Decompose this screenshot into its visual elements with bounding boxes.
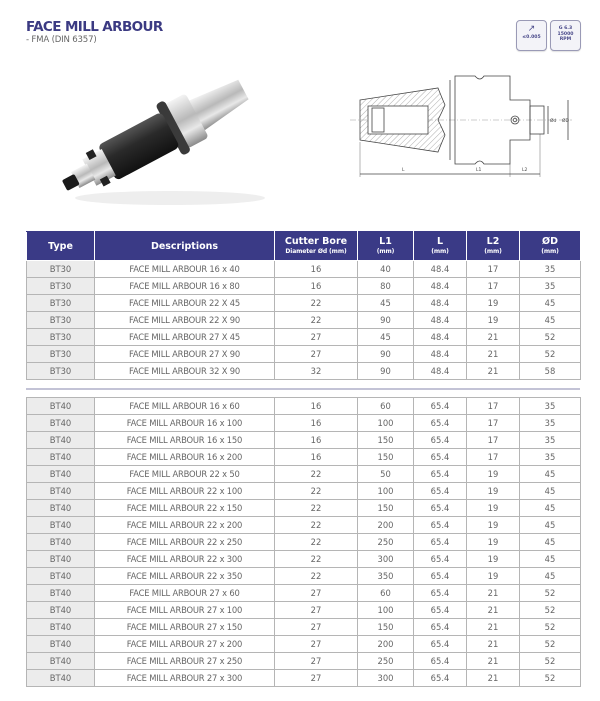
section-divider [26,388,580,390]
cell-l1: 200 [358,517,414,534]
cell-l: 48.4 [414,261,467,278]
cell-description: FACE MILL ARBOUR 16 x 60 [95,398,275,415]
col-header-od: ØD (mm) [520,232,581,261]
cell-l: 65.4 [414,500,467,517]
cell-l1: 90 [358,363,414,380]
cell-l1: 100 [358,602,414,619]
cell-description: FACE MILL ARBOUR 16 x 100 [95,415,275,432]
cell-description: FACE MILL ARBOUR 22 X 45 [95,295,275,312]
cell-l2: 17 [467,398,520,415]
cell-l2: 19 [467,483,520,500]
cell-description: FACE MILL ARBOUR 27 x 150 [95,619,275,636]
cell-type: BT40 [27,568,95,585]
cell-l: 65.4 [414,619,467,636]
cell-l1: 90 [358,346,414,363]
cell-type: BT30 [27,329,95,346]
cell-l2: 21 [467,670,520,687]
cell-description: FACE MILL ARBOUR 22 x 300 [95,551,275,568]
balance-badge [550,20,581,51]
cell-description: FACE MILL ARBOUR 27 x 250 [95,653,275,670]
table-row [27,329,581,346]
cell-l2: 17 [467,432,520,449]
drawing-label-L2: L2 [522,168,528,173]
table-row [27,466,581,483]
cell-description: FACE MILL ARBOUR 22 x 50 [95,466,275,483]
cell-l2: 21 [467,346,520,363]
cell-type: BT40 [27,517,95,534]
col-header-l1: L1 (mm) [358,232,414,261]
cell-description: FACE MILL ARBOUR 27 X 45 [95,329,275,346]
cell-type: BT40 [27,449,95,466]
cell-l1: 250 [358,534,414,551]
cell-cutter-bore: 27 [275,585,358,602]
drawing-label-d: Ød [550,119,557,124]
cell-l: 65.4 [414,432,467,449]
cell-description: FACE MILL ARBOUR 22 x 200 [95,517,275,534]
cell-l1: 150 [358,619,414,636]
table-row [27,449,581,466]
col-header-type: Type [27,232,95,261]
cell-cutter-bore: 27 [275,670,358,687]
cell-l1: 60 [358,585,414,602]
cell-l1: 150 [358,432,414,449]
cell-description: FACE MILL ARBOUR 27 x 300 [95,670,275,687]
cell-description: FACE MILL ARBOUR 16 x 80 [95,278,275,295]
cell-od: 45 [520,551,581,568]
cell-l: 48.4 [414,329,467,346]
cell-description: FACE MILL ARBOUR 22 x 350 [95,568,275,585]
cell-od: 35 [520,449,581,466]
table-row [27,534,581,551]
bt30-spec-table [26,231,581,380]
col-header-l: L (mm) [414,232,467,261]
cell-description: FACE MILL ARBOUR 16 x 40 [95,261,275,278]
cell-cutter-bore: 27 [275,636,358,653]
cell-l: 48.4 [414,346,467,363]
table-row [27,670,581,687]
cell-type: BT40 [27,653,95,670]
cell-l: 65.4 [414,568,467,585]
table-header-row [27,232,581,261]
cell-od: 45 [520,295,581,312]
cell-l2: 21 [467,602,520,619]
cell-l2: 21 [467,653,520,670]
drawing-label-L1: L1 [476,168,482,173]
cell-l: 48.4 [414,295,467,312]
cell-l1: 40 [358,261,414,278]
table-row [27,636,581,653]
cell-l2: 17 [467,261,520,278]
table-row [27,483,581,500]
cell-cutter-bore: 16 [275,432,358,449]
cell-description: FACE MILL ARBOUR 16 x 200 [95,449,275,466]
cell-cutter-bore: 22 [275,500,358,517]
cell-od: 45 [520,517,581,534]
cell-type: BT30 [27,295,95,312]
cell-l2: 17 [467,278,520,295]
cell-od: 52 [520,346,581,363]
technical-drawing [350,70,575,180]
cell-l1: 150 [358,449,414,466]
cell-cutter-bore: 22 [275,568,358,585]
cell-od: 45 [520,466,581,483]
cell-cutter-bore: 27 [275,653,358,670]
cell-l: 65.4 [414,517,467,534]
cell-type: BT40 [27,636,95,653]
table-row [27,295,581,312]
cell-l: 65.4 [414,415,467,432]
cell-l2: 21 [467,585,520,602]
cell-l: 65.4 [414,585,467,602]
cell-type: BT30 [27,363,95,380]
bt40-spec-table [26,397,581,687]
cell-od: 52 [520,670,581,687]
cell-description: FACE MILL ARBOUR 32 X 90 [95,363,275,380]
cell-od: 35 [520,415,581,432]
table-row [27,619,581,636]
cell-type: BT40 [27,432,95,449]
cell-l: 65.4 [414,670,467,687]
cell-l: 65.4 [414,636,467,653]
bt30-rows [27,261,581,380]
cell-description: FACE MILL ARBOUR 22 x 250 [95,534,275,551]
cell-l2: 19 [467,312,520,329]
cell-type: BT40 [27,619,95,636]
cell-l: 65.4 [414,551,467,568]
cell-cutter-bore: 16 [275,261,358,278]
cell-l2: 19 [467,568,520,585]
table-row [27,568,581,585]
cell-l: 65.4 [414,653,467,670]
cell-cutter-bore: 16 [275,449,358,466]
cell-cutter-bore: 22 [275,466,358,483]
table-row [27,585,581,602]
cell-type: BT40 [27,602,95,619]
cell-cutter-bore: 27 [275,346,358,363]
cell-cutter-bore: 22 [275,483,358,500]
cell-od: 35 [520,278,581,295]
cell-l1: 150 [358,500,414,517]
cell-l1: 300 [358,670,414,687]
cell-l1: 200 [358,636,414,653]
cell-l2: 19 [467,551,520,568]
cell-cutter-bore: 22 [275,517,358,534]
col-header-l2: L2 (mm) [467,232,520,261]
cell-l1: 100 [358,415,414,432]
cell-l1: 50 [358,466,414,483]
cell-description: FACE MILL ARBOUR 22 x 150 [95,500,275,517]
cell-description: FACE MILL ARBOUR 27 X 90 [95,346,275,363]
cell-l1: 350 [358,568,414,585]
cell-cutter-bore: 27 [275,619,358,636]
table-row [27,653,581,670]
cell-l1: 80 [358,278,414,295]
page-subtitle: - FMA (DIN 6357) [26,35,97,45]
cell-od: 45 [520,500,581,517]
table-row [27,398,581,415]
cell-od: 45 [520,483,581,500]
cell-l1: 45 [358,329,414,346]
cell-l2: 17 [467,415,520,432]
cell-type: BT30 [27,278,95,295]
cell-l: 65.4 [414,466,467,483]
table-row [27,500,581,517]
cell-od: 52 [520,329,581,346]
cell-od: 45 [520,312,581,329]
cell-cutter-bore: 22 [275,551,358,568]
cell-od: 45 [520,534,581,551]
cell-od: 35 [520,261,581,278]
cell-cutter-bore: 16 [275,398,358,415]
cell-l2: 19 [467,295,520,312]
balance-unit: RPM [559,37,572,43]
bt40-rows [27,398,581,687]
cell-type: BT40 [27,466,95,483]
cell-description: FACE MILL ARBOUR 27 x 200 [95,636,275,653]
cell-description: FACE MILL ARBOUR 16 x 150 [95,432,275,449]
cell-l2: 21 [467,636,520,653]
cell-cutter-bore: 32 [275,363,358,380]
cell-l: 65.4 [414,534,467,551]
cell-cutter-bore: 16 [275,415,358,432]
cell-l: 65.4 [414,602,467,619]
table-row [27,278,581,295]
table-row [27,551,581,568]
cell-type: BT40 [27,670,95,687]
cell-l1: 45 [358,295,414,312]
table-row [27,363,581,380]
cell-description: FACE MILL ARBOUR 22 X 90 [95,312,275,329]
cell-type: BT40 [27,415,95,432]
cell-l2: 21 [467,363,520,380]
cell-od: 35 [520,432,581,449]
cell-l2: 17 [467,449,520,466]
cell-l2: 19 [467,517,520,534]
cell-type: BT40 [27,551,95,568]
cell-type: BT40 [27,585,95,602]
cell-l: 65.4 [414,449,467,466]
cell-type: BT40 [27,500,95,517]
table-row [27,415,581,432]
cell-od: 58 [520,363,581,380]
cell-l1: 300 [358,551,414,568]
cell-l2: 19 [467,466,520,483]
cell-od: 45 [520,568,581,585]
table-row [27,602,581,619]
cell-od: 52 [520,636,581,653]
cell-od: 52 [520,619,581,636]
cell-description: FACE MILL ARBOUR 27 x 100 [95,602,275,619]
cell-l2: 21 [467,329,520,346]
cell-l1: 60 [358,398,414,415]
runout-badge [516,20,547,51]
cell-od: 52 [520,585,581,602]
table-row [27,346,581,363]
cell-l2: 19 [467,534,520,551]
cell-type: BT30 [27,261,95,278]
cell-description: FACE MILL ARBOUR 22 x 100 [95,483,275,500]
cell-type: BT40 [27,483,95,500]
table-row [27,312,581,329]
cell-cutter-bore: 16 [275,278,358,295]
col-header-descriptions: Descriptions [95,232,275,261]
col-header-cutter-bore: Cutter Bore Diameter Ød (mm) [275,232,358,261]
cell-cutter-bore: 22 [275,312,358,329]
cell-type: BT40 [27,398,95,415]
cell-cutter-bore: 22 [275,534,358,551]
cell-type: BT30 [27,346,95,363]
cell-l2: 19 [467,500,520,517]
drawing-label-L: L [402,168,405,173]
cell-l2: 21 [467,619,520,636]
table-row [27,517,581,534]
table-row [27,261,581,278]
runout-value: ≤0.005 [522,35,541,40]
cell-description: FACE MILL ARBOUR 27 x 60 [95,585,275,602]
cell-type: BT40 [27,534,95,551]
cell-od: 35 [520,398,581,415]
cell-l: 48.4 [414,363,467,380]
cell-cutter-bore: 22 [275,295,358,312]
cell-cutter-bore: 27 [275,602,358,619]
drawing-label-D: ØD [562,119,570,124]
cell-l1: 100 [358,483,414,500]
product-photo [40,60,280,210]
balance-speed: 15000 [557,31,574,37]
cell-l: 48.4 [414,278,467,295]
cell-l: 48.4 [414,312,467,329]
balance-grade: G 6.3 [558,26,573,31]
runout-arrow-icon: ↗ [527,24,536,34]
cell-type: BT30 [27,312,95,329]
cell-l: 65.4 [414,483,467,500]
cell-od: 52 [520,653,581,670]
page-title: FACE MILL ARBOUR [26,19,163,35]
cell-cutter-bore: 27 [275,329,358,346]
cell-l: 65.4 [414,398,467,415]
cell-l1: 250 [358,653,414,670]
cell-od: 52 [520,602,581,619]
table-row [27,432,581,449]
cell-l1: 90 [358,312,414,329]
